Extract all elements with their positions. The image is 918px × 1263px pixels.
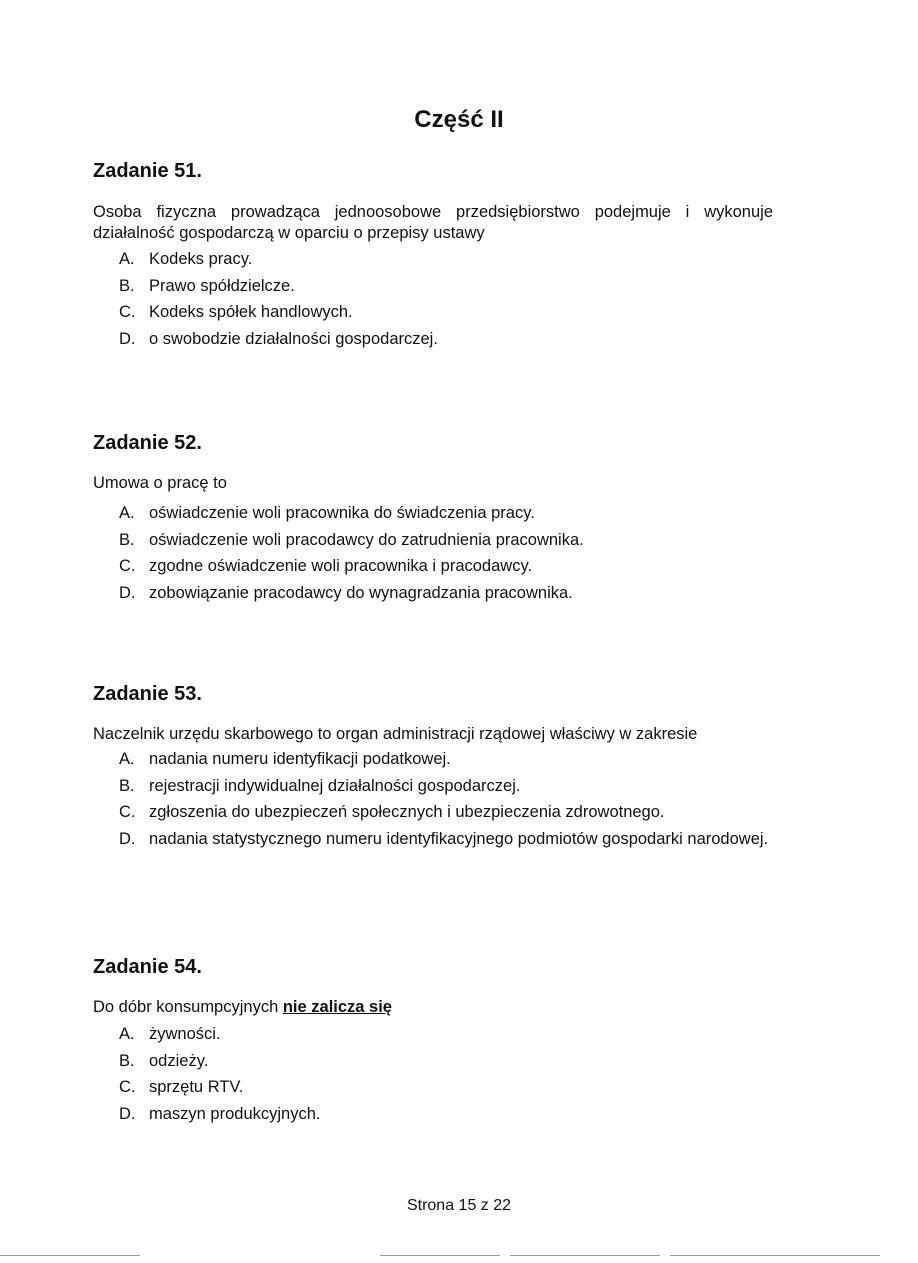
option-letter: B. [119,276,135,295]
answer-option-d [93,1104,773,1125]
answer-option-a [93,1024,773,1045]
task-question-emphasis: nie zalicza się [282,998,392,1016]
answer-option-a [93,249,773,270]
option-letter: D. [119,583,136,602]
page-number: Strona 15 z 22 [406,1197,512,1214]
answer-options [93,1024,773,1125]
option-letter: C. [119,303,136,321]
option-text: zgodne oświadczenie woli pracownika i pracodawcy. [149,557,533,575]
task-52 [93,431,773,609]
task-question: Naczelnik urzędu skarbowego to organ administracji rządowej właściwy w zakresie [93,725,698,743]
task-53 [93,682,773,855]
answer-option-c [93,302,773,323]
option-letter: C. [119,557,136,575]
option-letter: C. [119,1078,136,1096]
scan-artifact-line [0,1255,140,1256]
option-letter: D. [119,1104,136,1123]
option-text: rejestracji indywidualnej działalności gospodarczej. [149,776,521,795]
answer-option-d [93,329,773,350]
option-text: o swobodzie działalności gospodarczej. [149,329,438,348]
answer-options [93,503,773,604]
answer-option-c [93,802,773,823]
answer-option-b [93,1051,773,1072]
answer-option-a [93,503,773,524]
task-heading: Zadanie 51. [93,160,202,182]
option-text: nadania numeru identyfikacji podatkowej. [149,750,451,768]
option-letter: B. [119,530,135,549]
task-heading: Zadanie 52. [93,432,202,454]
option-text: sprzętu RTV. [149,1078,244,1096]
option-text: zobowiązanie pracodawcy do wynagradzania pracownika. [149,583,573,602]
option-letter: C. [119,803,136,821]
option-text: żywności. [149,1025,221,1043]
task-heading: Zadanie 53. [93,683,202,705]
task-question: Osoba fizyczna prowadząca jednoosobowe przedsiębiorstwo podejmuje i wykonuje działalność gospodarczą w oparciu o przepisy ustawy [93,203,773,242]
option-letter: B. [119,1051,135,1070]
task-heading: Zadanie 54. [93,956,202,978]
option-letter: A. [119,504,135,522]
answer-options [93,749,773,850]
option-letter: A. [119,1025,135,1043]
option-text: oświadczenie woli pracodawcy do zatrudnienia pracownika. [149,530,584,549]
answer-option-b [93,530,773,551]
answer-option-d [93,583,773,604]
answer-option-c [93,556,773,577]
scan-artifact-line [670,1255,880,1256]
option-text: oświadczenie woli pracownika do świadczenia pracy. [149,504,535,522]
option-letter: A. [119,750,135,768]
option-text: Prawo spółdzielcze. [149,276,295,295]
task-question-text: Do dóbr konsumpcyjnych [93,998,283,1016]
option-letter: B. [119,776,135,795]
task-question: Umowa o pracę to [93,474,227,492]
answer-options [93,249,773,350]
option-text: Kodeks pracy. [149,250,253,268]
answer-option-a [93,749,773,770]
scan-artifact-line [510,1255,660,1256]
scan-artifact-line [380,1255,500,1256]
option-text: Kodeks spółek handlowych. [149,303,353,321]
answer-option-b [93,776,773,797]
answer-option-c [93,1077,773,1098]
option-letter: D. [119,329,136,348]
option-letter: A. [119,250,135,268]
part-title: Część II [414,106,504,133]
task-51 [93,159,773,355]
answer-option-b [93,276,773,297]
answer-option-d [93,829,773,850]
option-text: maszyn produkcyjnych. [149,1104,321,1123]
task-54 [93,955,773,1130]
option-text: odzieży. [149,1051,209,1070]
option-letter: D. [119,829,136,848]
option-text: zgłoszenia do ubezpieczeń społecznych i ubezpieczenia zdrowotnego. [149,803,665,821]
task-question [93,997,773,1018]
option-text: nadania statystycznego numeru identyfikacyjnego podmiotów gospodarki narodowej. [149,829,769,848]
